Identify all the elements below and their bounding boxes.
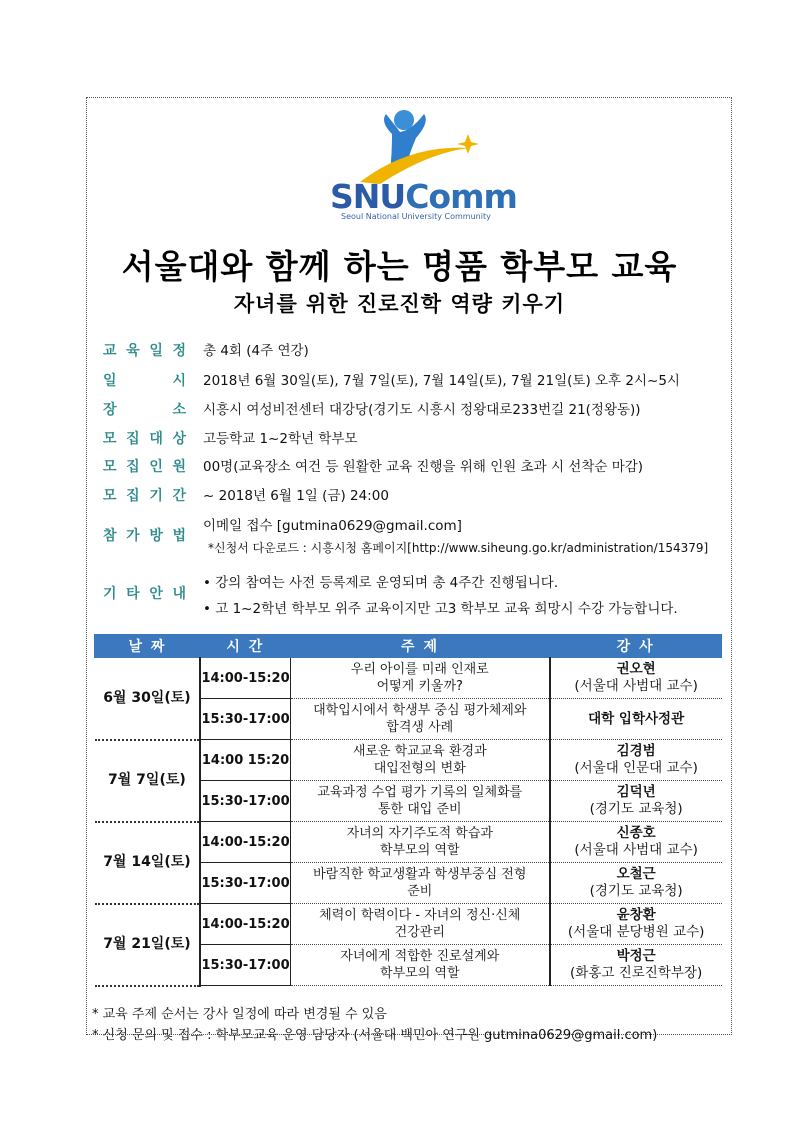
header-date: 날 짜 xyxy=(95,635,201,658)
session-date: 7월 7일(토) xyxy=(95,740,201,822)
lecturer-name: 박정근 xyxy=(616,948,656,964)
topic-line: 새로운 학교교육 환경과 xyxy=(352,744,487,759)
session-time: 15:30-17:00 xyxy=(200,781,290,822)
session-date: 6월 30일(토) xyxy=(95,658,201,740)
session-time: 14:00 15:20 xyxy=(200,740,290,781)
table-row xyxy=(95,904,722,945)
session-lecturer xyxy=(550,699,722,740)
session-time: 14:00-15:20 xyxy=(200,904,290,945)
lecturer-affiliation: (서울대 분당병원 교수) xyxy=(567,924,705,940)
session-topic xyxy=(290,740,550,781)
lecturer-name: 윤창환 xyxy=(616,907,656,923)
session-lecturer xyxy=(550,781,722,822)
session-time: 15:30-17:00 xyxy=(200,945,290,986)
etc-note-2: • 고 1~2학년 학부모 위주 교육이지만 고3 학부모 교육 희망시 수강 가능합니다. xyxy=(203,601,678,617)
session-time: 14:00-15:20 xyxy=(200,658,290,699)
header-lecturer: 강 사 xyxy=(550,635,722,658)
info-value-capacity: 00명(교육장소 여건 등 원활한 교육 진행을 위해 인원 초과 시 선착순 마감) xyxy=(203,459,644,475)
lecturer-affiliation: (서울대 사범대 교수) xyxy=(574,678,698,694)
session-topic xyxy=(290,781,550,822)
info-value-target: 고등학교 1~2학년 학부모 xyxy=(203,431,358,447)
lecturer-name: 신종호 xyxy=(616,825,656,841)
topic-line: 자녀에게 적합한 진로설계와 xyxy=(340,949,500,964)
footnote-contact: * 신청 문의 및 접수 : 학부모교육 운영 담당자 (서울대 백민아 연구원 gutmina0629@gmail.com) xyxy=(92,1028,658,1043)
info-value-schedule: 총 4회 (4주 연강) xyxy=(203,343,309,359)
topic-line: 건강관리 xyxy=(394,925,445,940)
session-lecturer xyxy=(550,740,722,781)
lecturer-affiliation: (서울대 사범대 교수) xyxy=(574,842,698,858)
info-label-target: 모 집 대 상 xyxy=(103,431,186,447)
info-value-location: 시흥시 여성비전센터 대강당(경기도 시흥시 정왕대로233번길 21(정왕동)) xyxy=(203,402,641,418)
session-date: 7월 21일(토) xyxy=(95,904,201,986)
footnote-schedule: * 교육 주제 순서는 강사 일정에 따라 변경될 수 있음 xyxy=(92,1007,387,1022)
apply-method: 이메일 접수 [gutmina0629@gmail.com] xyxy=(203,518,462,534)
lecturer-name: 대학 입학사정관 xyxy=(588,710,685,727)
etc-note-1: • 강의 참여는 사전 등록제로 운영되며 총 4주간 진행됩니다. xyxy=(203,575,559,591)
session-topic xyxy=(290,863,550,904)
session-topic xyxy=(290,904,550,945)
topic-line: 체력이 학력이다 - 자녀의 정신·신체 xyxy=(319,908,521,923)
info-label-location: 장 소 xyxy=(103,402,186,418)
table-row xyxy=(95,658,722,699)
topic-line: 학부모의 역할 xyxy=(380,843,460,858)
topic-line: 준비 xyxy=(407,884,433,899)
info-label-capacity: 모 집 인 원 xyxy=(103,459,186,475)
header-topic: 주 제 xyxy=(290,635,550,658)
lecturer-name: 오철근 xyxy=(616,866,656,882)
topic-line: 바람직한 학교생활과 학생부중심 전형 xyxy=(313,867,527,882)
session-lecturer xyxy=(550,822,722,863)
schedule-table xyxy=(94,634,722,987)
lecturer-name: 김경범 xyxy=(616,743,656,759)
lecturer-name: 권오현 xyxy=(616,661,656,677)
table-header-row xyxy=(95,635,722,658)
apply-download: *신청서 다운로드 : 시흥시청 홈페이지[http://www.siheung.go.kr/administration/154379] xyxy=(208,541,709,555)
lecturer-affiliation: (경기도 교육청) xyxy=(589,801,683,817)
session-lecturer xyxy=(550,945,722,986)
header-time: 시 간 xyxy=(200,635,290,658)
session-date: 7월 14일(토) xyxy=(95,822,201,904)
session-topic xyxy=(290,822,550,863)
logo-subtitle: Seoul National University Community xyxy=(341,212,491,221)
info-value-period: ~ 2018년 6월 1일 (금) 24:00 xyxy=(203,488,389,504)
session-topic xyxy=(290,658,550,699)
topic-line: 자녀의 자기주도적 학습과 xyxy=(346,826,493,841)
info-label-apply: 참 가 방 법 xyxy=(103,528,186,544)
session-time: 15:30-17:00 xyxy=(200,699,290,740)
lecturer-affiliation: (화홍고 진로진학부장) xyxy=(570,965,703,981)
session-lecturer xyxy=(550,904,722,945)
topic-line: 통한 대입 준비 xyxy=(377,802,462,817)
session-topic xyxy=(290,945,550,986)
table-row xyxy=(95,740,722,781)
session-time: 14:00-15:20 xyxy=(200,822,290,863)
lecturer-affiliation: (서울대 인문대 교수) xyxy=(574,760,698,776)
page-title: 서울대와 함께 하는 명품 학부모 교육 xyxy=(121,247,678,286)
lecturer-name: 김덕년 xyxy=(616,784,656,800)
topic-line: 우리 아이를 미래 인재로 xyxy=(350,662,489,677)
topic-line: 교육과정 수업 평가 기록의 일체화를 xyxy=(317,785,523,800)
topic-line: 합격생 사례 xyxy=(386,720,454,735)
topic-line: 학부모의 역할 xyxy=(380,966,460,981)
info-label-schedule: 교 육 일 정 xyxy=(103,343,186,359)
info-label-datetime: 일 시 xyxy=(103,373,186,389)
topic-line: 대학입시에서 학생부 중심 평가체제와 xyxy=(313,703,527,718)
session-time: 15:30-17:00 xyxy=(200,863,290,904)
table-row xyxy=(95,822,722,863)
topic-line: 대입전형의 변화 xyxy=(373,761,466,776)
info-value-datetime: 2018년 6월 30일(토), 7월 7일(토), 7월 14일(토), 7월 21일(토) 오후 2시~5시 xyxy=(203,373,680,389)
topic-line: 어떻게 키울까? xyxy=(376,679,463,694)
session-lecturer xyxy=(550,658,722,699)
info-label-period: 모 집 기 간 xyxy=(103,488,186,504)
lecturer-affiliation: (경기도 교육청) xyxy=(589,883,683,899)
logo-brand: SNUComm xyxy=(330,177,517,216)
session-lecturer xyxy=(550,863,722,904)
info-label-etc: 기 타 안 내 xyxy=(103,586,186,602)
page-subtitle: 자녀를 위한 진로진학 역량 키우기 xyxy=(233,292,566,316)
session-topic xyxy=(290,699,550,740)
